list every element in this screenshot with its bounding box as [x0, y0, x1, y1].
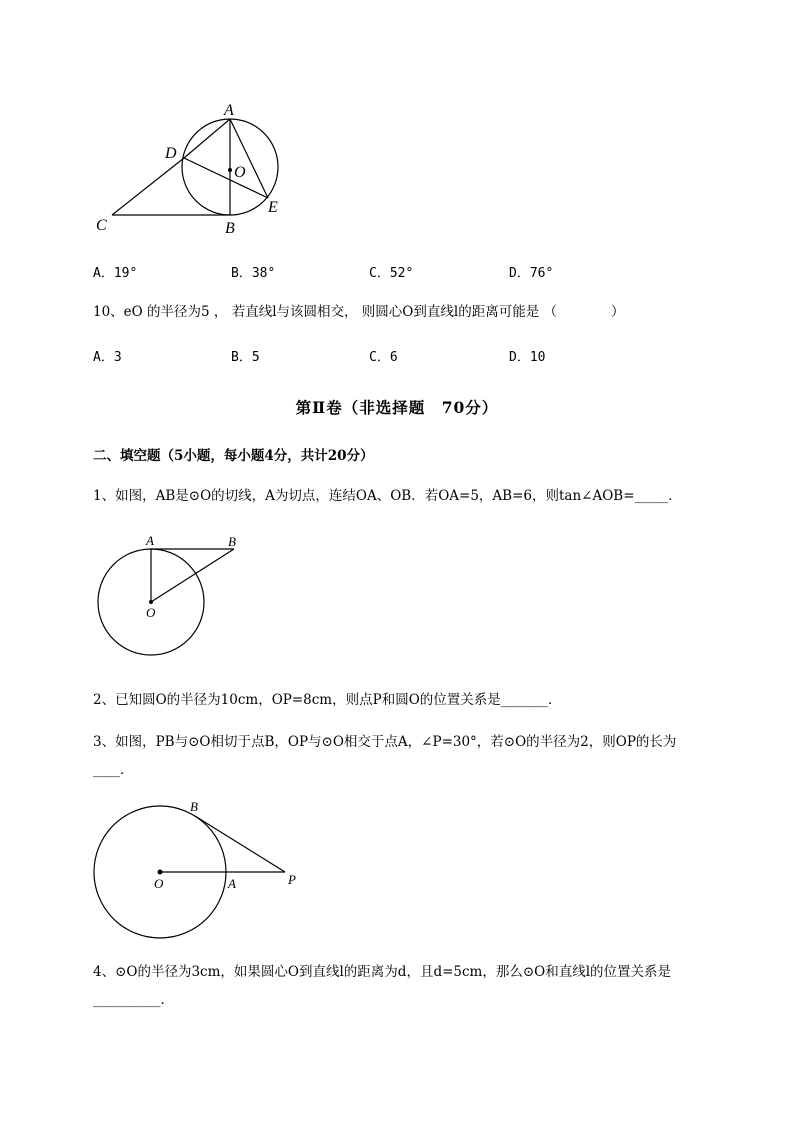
- question-10-text: 10、eO 的半径为5 ， 若直线l与该圆相交， 则圆心O到直线l的距离可能是 （ ）: [93, 304, 625, 320]
- q9-option-b[interactable]: B．38°: [231, 266, 276, 281]
- fill-question-4-line-1: 4、⊙O的半径为3cm，如果圆心O到直线l的距离为d，且d=5cm，那么⊙O和直线l的位置关系是: [93, 964, 672, 980]
- label-p: P: [288, 872, 296, 887]
- segment-cd: [112, 158, 184, 215]
- q10-option-c[interactable]: C．6: [369, 350, 398, 365]
- fill-question-3-line-2: ____．: [93, 762, 134, 778]
- label-b: B: [225, 220, 235, 237]
- center-point: [149, 600, 153, 604]
- fill-question-4-line-2: __________．: [93, 992, 174, 1008]
- label-e: E: [268, 199, 278, 216]
- part-2-title: 第Ⅱ卷（非选择题 70分）: [295, 398, 499, 417]
- label-b: B: [190, 799, 198, 814]
- label-o: O: [234, 164, 246, 181]
- segment-de: [184, 158, 268, 198]
- fill-question-3-line-1: 3、如图，PB与⊙O相切于点B，OP与⊙O相交于点A，∠P=30°，若⊙O的半径为2，则OP的长为: [93, 734, 677, 750]
- label-c: C: [96, 217, 107, 234]
- q9-option-d[interactable]: D．76°: [509, 266, 554, 281]
- label-d: D: [165, 145, 177, 162]
- q10-option-a[interactable]: A．3: [93, 350, 122, 365]
- fill-question-2: 2、已知圆O的半径为10cm，OP=8cm，则点P和圆O的位置关系是_______．: [93, 692, 562, 708]
- segment-pb: [195, 816, 285, 872]
- q10-option-b[interactable]: B．5: [231, 350, 260, 365]
- fill-question-1: 1、如图，AB是⊙O的切线，A为切点，连结OA、OB．若OA=5，AB=6，则tan∠AOB=_____．: [93, 488, 682, 504]
- q10-option-d[interactable]: D．10: [509, 350, 546, 365]
- center-point: [158, 870, 163, 875]
- label-a: A: [224, 102, 234, 119]
- fill-question-1-figure: [92, 532, 242, 660]
- segment-ob: [151, 549, 234, 602]
- center-point: [228, 168, 232, 172]
- q9-option-a[interactable]: A．19°: [93, 266, 138, 281]
- fill-question-3-figure: [90, 796, 302, 946]
- q9-option-c[interactable]: C．52°: [369, 266, 414, 281]
- label-a: A: [228, 876, 236, 891]
- label-b: B: [228, 534, 236, 549]
- label-o: O: [154, 876, 164, 891]
- section-2-header: 二、填空题（5小题，每小题4分，共计20分）: [93, 448, 374, 464]
- question-9-figure: [90, 98, 300, 240]
- label-o: O: [146, 605, 156, 620]
- label-a: A: [146, 533, 154, 548]
